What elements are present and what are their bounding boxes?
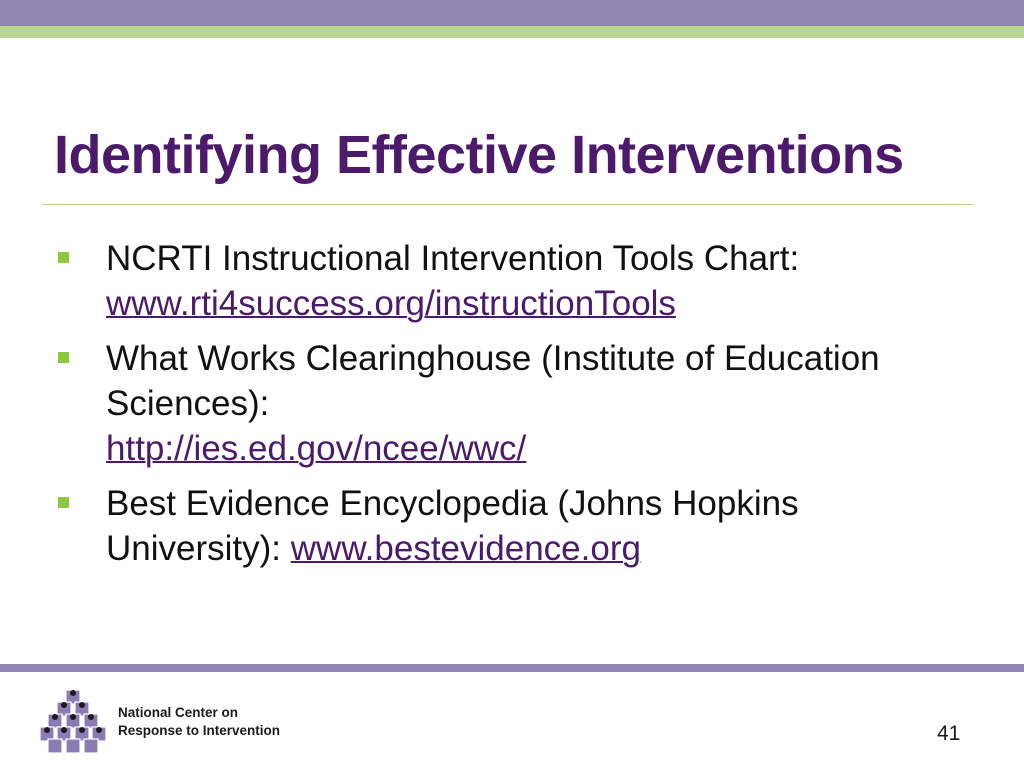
bullet-text: What Works Clearinghouse (Institute of Education Sciences): xyxy=(106,339,880,423)
page-number: 41 xyxy=(937,722,961,745)
bullet-item-wwc xyxy=(58,336,958,471)
org-name xyxy=(118,704,280,740)
bullet-item-ncrti xyxy=(58,236,958,326)
bullet-text: Best Evidence Encyclopedia (Johns Hopkins University): xyxy=(106,484,799,568)
cube-stack-logo-icon xyxy=(40,690,106,759)
link-wwc[interactable]: http://ies.ed.gov/ncee/wwc/ xyxy=(106,429,527,468)
bullet-square-icon xyxy=(58,497,69,508)
bullet-text: NCRTI Instructional Intervention Tools Chart: xyxy=(106,239,800,278)
top-band-green xyxy=(0,26,1024,38)
bullet-square-icon xyxy=(58,352,69,363)
top-band-purple xyxy=(0,0,1024,26)
bullet-list xyxy=(58,236,958,581)
title-divider xyxy=(42,204,973,205)
org-name-line2: Response to Intervention xyxy=(118,723,281,738)
bullet-item-bee xyxy=(58,481,958,571)
link-bestevidence[interactable]: www.bestevidence.org xyxy=(290,529,641,568)
org-name-line1: National Center on xyxy=(118,705,239,720)
bullet-square-icon xyxy=(58,252,69,263)
bottom-band-purple xyxy=(0,664,1024,672)
link-ncrti-tools[interactable]: www.rti4success.org/instructionTools xyxy=(106,284,676,323)
slide-title: Identifying Effective Interventions xyxy=(54,125,904,185)
